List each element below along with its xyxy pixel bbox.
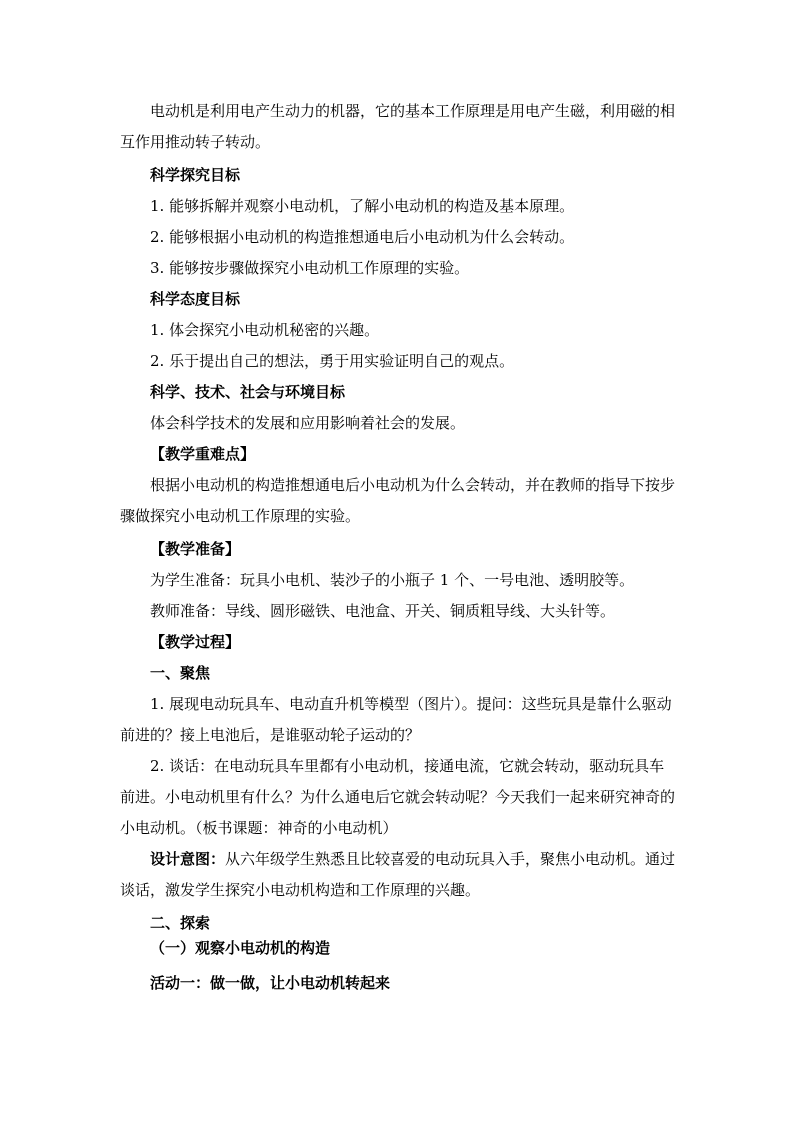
student-preparation: 为学生准备：玩具小电机、装沙子的小瓶子 1 个、一号电池、透明胶等。 bbox=[150, 571, 635, 589]
sts-goals-heading: 科学、技术、社会与环境目标 bbox=[150, 383, 346, 401]
explore-section-heading: 二、探索 bbox=[150, 914, 211, 932]
focus-section-heading: 一、聚焦 bbox=[150, 664, 211, 682]
observe-subsection-heading: （一）观察小电动机的构造 bbox=[150, 939, 331, 957]
inquiry-goal-item: 1. 能够拆解并观察小电动机，了解小电动机的构造及基本原理。 bbox=[150, 197, 575, 215]
key-points-paragraph: 根据小电动机的构造推想通电后小电动机为什么会转动，并在教师的指导下按步骤做探究小电动机工作原理的实验。 bbox=[120, 476, 676, 525]
activity-one-heading: 活动一：做一做，让小电动机转起来 bbox=[150, 974, 391, 992]
inquiry-goal-item: 2. 能够根据小电动机的构造推想通电后小电动机为什么会转动。 bbox=[150, 228, 575, 246]
preparation-heading: 【教学准备】 bbox=[150, 540, 241, 558]
sts-goal-text: 体会科学技术的发展和应用影响着社会的发展。 bbox=[150, 414, 466, 432]
inquiry-goals-heading: 科学探究目标 bbox=[150, 166, 241, 184]
attitude-goals-heading: 科学态度目标 bbox=[150, 290, 241, 308]
attitude-goal-item: 2. 乐于提出自己的想法，勇于用实验证明自己的观点。 bbox=[150, 352, 515, 370]
key-points-heading: 【教学重难点】 bbox=[150, 445, 256, 463]
intro-paragraph: 电动机是利用电产生动力的机器，它的基本工作原理是用电产生磁，利用磁的相互作用推动转子转动。 bbox=[120, 102, 676, 151]
process-step-1: 1. 展现电动玩具车、电动直升机等模型（图片）。提问：这些玩具是靠什么驱动前进的？接上电池后，是谁驱动轮子运动的？ bbox=[120, 695, 672, 744]
process-heading: 【教学过程】 bbox=[150, 633, 241, 651]
design-intent-paragraph bbox=[120, 844, 676, 906]
process-step-2: 2. 谈话：在电动玩具车里都有小电动机，接通电流，它就会转动，驱动玩具车前进。小电动机里有什么？为什么通电后它就会转动呢？今天我们一起来研究神奇的小电动机。（板书课题：神奇的小电动机） bbox=[120, 757, 676, 837]
attitude-goal-item: 1. 体会探究小电动机秘密的兴趣。 bbox=[150, 321, 380, 339]
design-intent-label: 设计意图： bbox=[150, 850, 226, 868]
teacher-preparation: 教师准备：导线、圆形磁铁、电池盒、开关、铜质粗导线、大头针等。 bbox=[150, 602, 616, 620]
design-intent-text: 从六年级学生熟悉且比较喜爱的电动玩具入手，聚焦小电动机。通过谈话，激发学生探究小电动机构造和工作原理的兴趣。 bbox=[120, 850, 676, 899]
inquiry-goal-item: 3. 能够按步骤做探究小电动机工作原理的实验。 bbox=[150, 259, 470, 277]
